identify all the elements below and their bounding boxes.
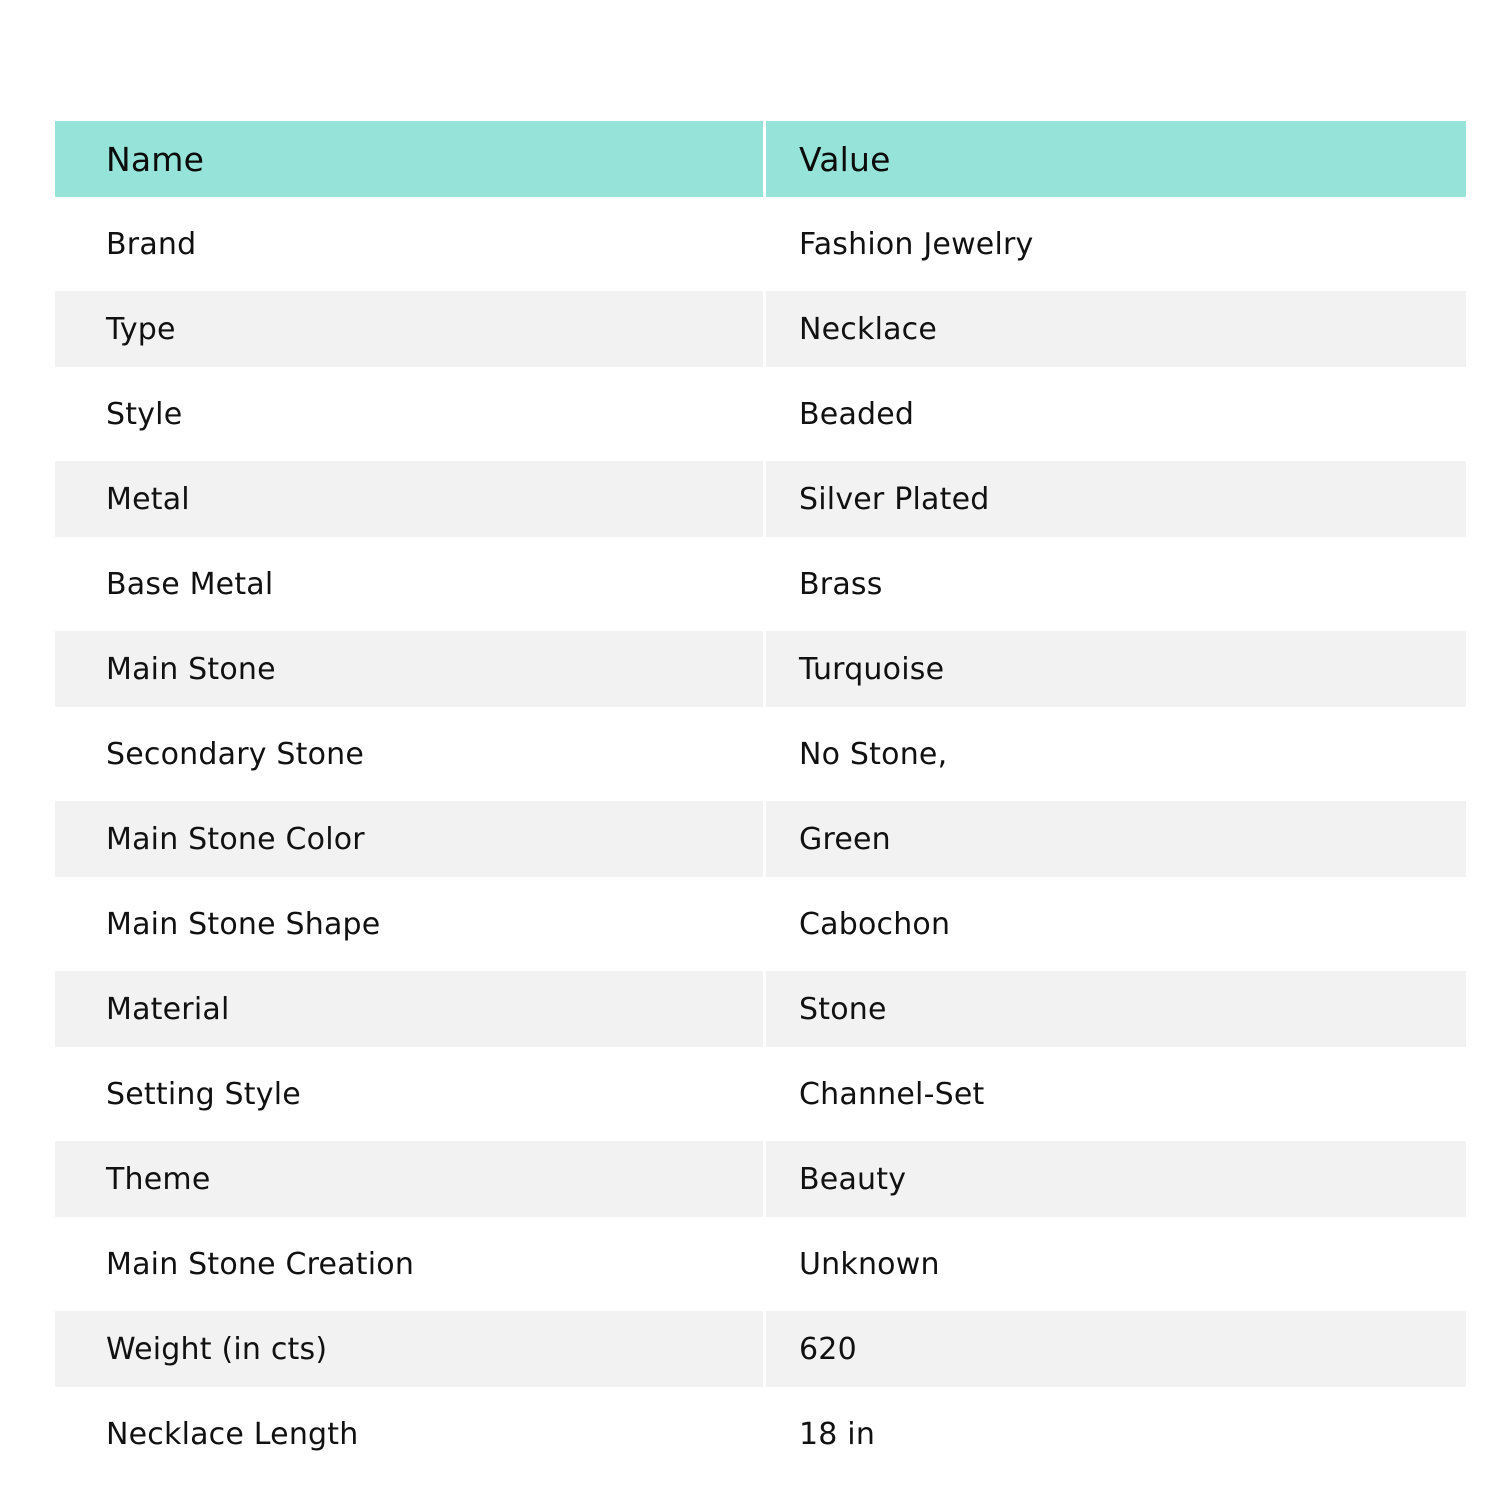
row-name-cell: Main Stone Shape [55,877,766,971]
row-value-cell: Necklace [799,311,938,347]
row-value-cell: Stone [799,991,887,1027]
row-value-cell: Cabochon [799,906,951,942]
table-row [55,197,1466,291]
row-name-cell: Main Stone Creation [55,1217,766,1311]
row-name-cell: Base Metal [55,537,766,631]
row-value-cell: Channel-Set [799,1076,985,1112]
row-value-cell: Brass [799,566,883,602]
row-name-cell: Weight (in cts) [55,1311,766,1387]
header-name-cell: Name [55,121,766,197]
table-row [55,631,1466,707]
row-value-cell: Unknown [799,1246,940,1282]
row-value-cell: 620 [799,1331,857,1367]
table-row [55,877,1466,971]
row-name-cell: Necklace Length [55,1387,766,1481]
table-row [55,801,1466,877]
row-value-cell: Fashion Jewelry [799,226,1034,262]
table-row [55,1387,1466,1481]
table-row [55,707,1466,801]
table-row [55,1217,1466,1311]
row-name-cell: Main Stone Color [55,801,766,877]
row-name-cell: Setting Style [55,1047,766,1141]
row-value-cell: No Stone, [799,736,948,772]
row-value-cell: Green [799,821,891,857]
row-value-cell: Silver Plated [799,481,990,517]
table-row [55,971,1466,1047]
row-name-cell: Theme [55,1141,766,1217]
spec-table [55,121,1466,1481]
table-row [55,1141,1466,1217]
row-value-cell: Beauty [799,1161,907,1197]
table-header-row [55,121,1466,197]
table-row [55,1311,1466,1387]
table-row [55,461,1466,537]
row-name-cell: Metal [55,461,766,537]
row-value-cell: 18 in [799,1416,876,1452]
table-row [55,367,1466,461]
row-value-cell: Turquoise [799,651,945,687]
table-row [55,1047,1466,1141]
row-name-cell: Material [55,971,766,1047]
row-name-cell: Secondary Stone [55,707,766,801]
row-name-cell: Type [55,291,766,367]
row-name-cell: Main Stone [55,631,766,707]
table-row [55,291,1466,367]
row-name-cell: Style [55,367,766,461]
table-row [55,537,1466,631]
row-value-cell: Beaded [799,396,915,432]
header-value-cell: Value [799,139,891,179]
row-name-cell: Brand [55,197,766,291]
